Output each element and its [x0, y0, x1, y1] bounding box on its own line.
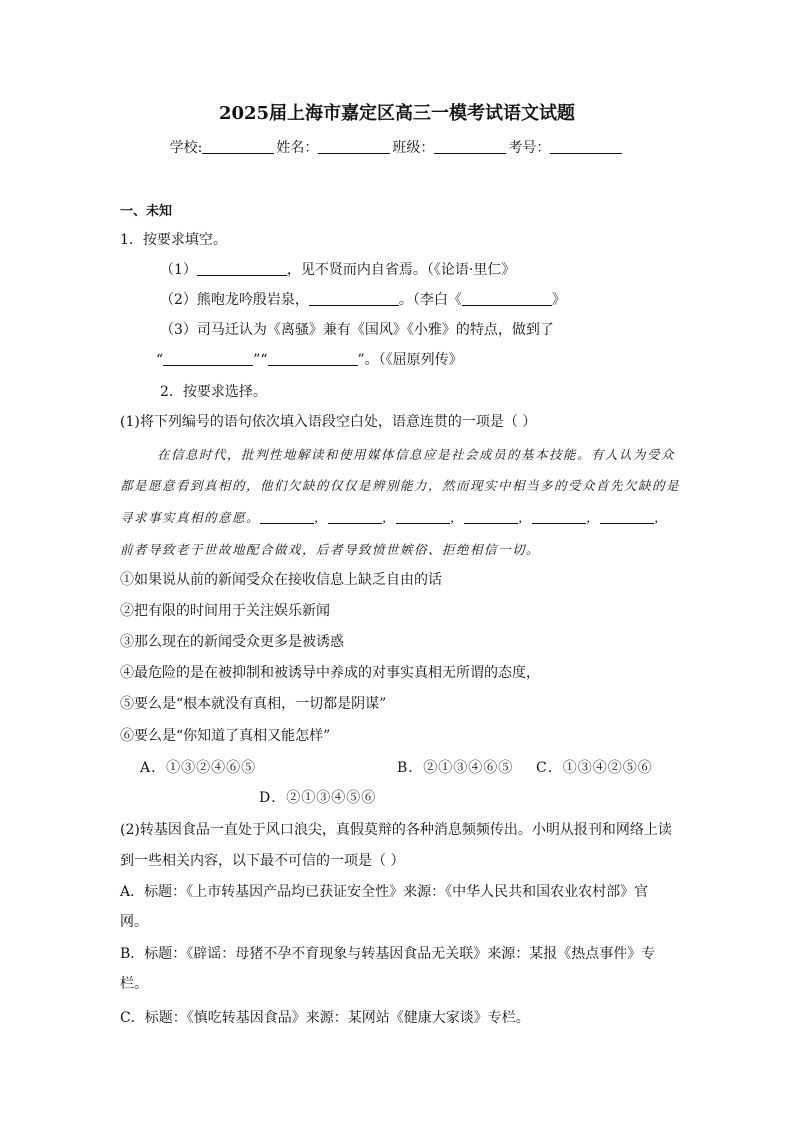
sentence-1: ①如果说从前的新闻受众在接收信息上缺乏自由的话 — [120, 572, 442, 588]
passage-blank-3[interactable] — [396, 510, 450, 524]
q1-item2-poem-blank[interactable] — [462, 292, 552, 306]
q1-item3-open-quote: “ — [156, 352, 164, 368]
passage-line-3: 寻求事实真相的意愿。 ， ， ， ， ， ， — [120, 510, 669, 525]
option-d[interactable]: D．②①③④⑤⑥ — [259, 790, 377, 806]
sentence-6: ⑥要么是“你知道了真相又能怎样” — [120, 728, 331, 744]
choice-b-line-1[interactable]: B．标题：《辟谣：母猪不孕不育现象与转基因食品无关联》来源：某报《热点事件》专 — [120, 946, 656, 962]
option-a[interactable]: A．①③②④⑥⑤ — [140, 760, 257, 776]
q1-item3: （3）司马迁认为《离骚》兼有《国风》《小雅》的特点，做到了 — [160, 322, 554, 338]
choice-a-line-2: 网。 — [120, 914, 148, 930]
q1-item3-blank1[interactable] — [163, 352, 253, 366]
name-blank[interactable] — [318, 139, 390, 154]
option-b[interactable]: B．②①③④⑥⑤ — [397, 760, 514, 776]
q1-item1 — [160, 260, 515, 280]
passage-line-4: 前者导致老于世故地配合做戏，后者导致愤世嫉俗、拒绝相信一切。 — [120, 542, 541, 557]
q1-item3-continued — [156, 350, 463, 370]
passage-line-3-text: 寻求事实真相的意愿。 — [120, 510, 261, 525]
id-blank[interactable] — [550, 139, 622, 154]
class-blank[interactable] — [434, 139, 506, 154]
passage-blank-5[interactable] — [532, 510, 586, 524]
passage-blank-4[interactable] — [464, 510, 518, 524]
q1-item2 — [160, 290, 566, 310]
school-blank[interactable] — [202, 139, 274, 154]
q1-item3-blank2[interactable] — [268, 352, 358, 366]
sentence-2: ②把有限的时间用于关注娱乐新闻 — [120, 603, 330, 619]
q2-sub2-line-2: 到一些相关内容，以下最不可信的一项是（ ） — [120, 853, 405, 869]
q1-item2-text: （2）熊咆龙吟殷岩泉， — [160, 292, 309, 308]
passage-line-1: 在信息时代，批判性地解读和使用媒体信息应是社会成员的基本技能。有人认为受众 — [157, 447, 676, 462]
q2-stem: 2．按要求选择。 — [160, 384, 267, 400]
q1-item2-tail: 。（李白《 — [398, 292, 462, 308]
option-c[interactable]: C．①③④②⑤⑥ — [536, 760, 653, 776]
q1-item1-text: ，见不贤而内自省焉。（《论语·里仁》 — [286, 262, 516, 278]
name-label: 姓名： — [276, 140, 319, 156]
section-heading: 一、未知 — [120, 204, 173, 219]
q1-stem: 1．按要求填空。 — [120, 232, 227, 248]
sentence-5: ⑤要么是“根本就没有真相，一切都是阴谋” — [120, 696, 387, 712]
choice-b-line-2: 栏。 — [120, 976, 148, 992]
choice-c[interactable]: C．标题：《慎吃转基因食品》来源：某网站《健康大家谈》专栏。 — [120, 1010, 530, 1026]
sentence-4: ④最危险的是在被抑制和被诱导中养成的对事实真相无所谓的态度， — [120, 665, 540, 681]
passage-blank-6[interactable] — [600, 510, 654, 524]
choice-a-line-1[interactable]: A．标题：《上市转基因产品均已获证安全性》来源：《中华人民共和国农业农村部》官 — [120, 884, 649, 900]
q1-item2-close: 》 — [551, 292, 566, 308]
sentence-3: ③那么现在的新闻受众更多是被诱惑 — [120, 634, 344, 650]
q1-item1-blank[interactable] — [197, 262, 287, 276]
q1-item2-blank[interactable] — [309, 292, 399, 306]
passage-line-2: 都是愿意看到真相的，他们欠缺的仅仅是辨别能力，然而现实中相当多的受众首先欠缺的是 — [120, 478, 681, 493]
passage-blank-2[interactable] — [328, 510, 382, 524]
q1-item3-mid-quote: ”“ — [253, 352, 268, 368]
q1-item1-number: （1） — [160, 262, 197, 278]
q2-sub1: (1)将下列编号的语句依次填入语段空白处，语意连贯的一项是（ ） — [120, 414, 537, 430]
q2-sub2-line-1: (2)转基因食品一直处于风口浪尖，真假莫辩的各种消息频频传出。小明从报刊和网络上读 — [120, 822, 672, 838]
student-info-row — [0, 138, 794, 158]
exam-title: 2025届上海市嘉定区高三一模考试语文试题 — [218, 103, 576, 124]
passage-blank-1[interactable] — [260, 510, 314, 524]
class-label: 班级： — [392, 140, 435, 156]
school-label: 学校: — [169, 140, 203, 156]
id-label: 考号： — [508, 140, 551, 156]
q1-item3-close: ”。（《屈原列传》 — [357, 352, 463, 368]
